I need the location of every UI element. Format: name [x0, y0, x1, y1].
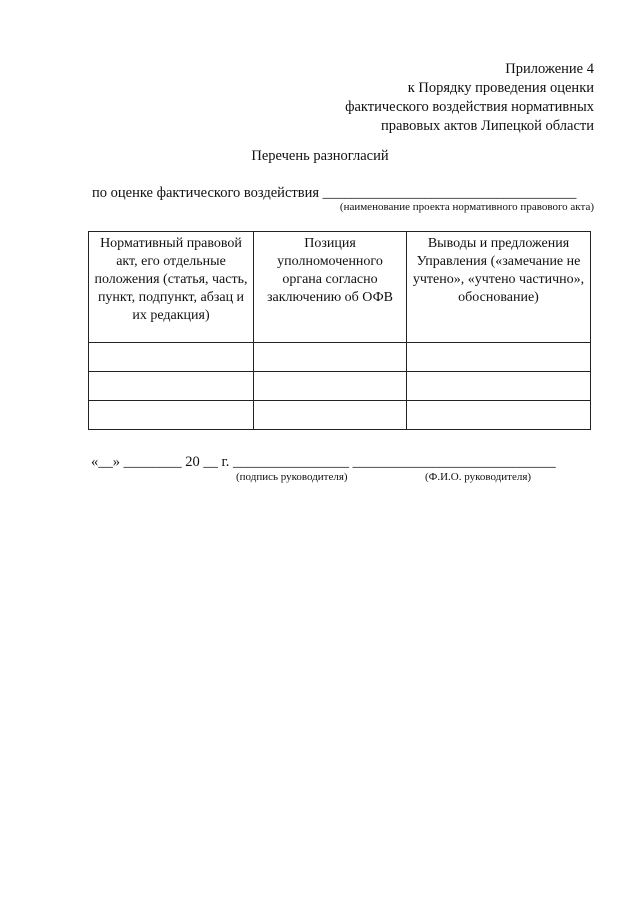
table-cell: [407, 343, 591, 372]
disagreements-table: [88, 231, 591, 430]
annex-block: [264, 60, 594, 136]
subject-caption: (наименование проекта нормативного правового акта): [339, 201, 594, 213]
table-cell: [407, 372, 591, 401]
table-cell: [89, 401, 254, 430]
signature-line: «__» ________ 20 __ г. ________________ ____________________________: [91, 454, 556, 470]
table-cell: [254, 372, 407, 401]
subject-line: по оценке фактического воздействия ___________________________________: [92, 185, 577, 201]
annex-line: правовых актов Липецкой области: [380, 118, 594, 134]
table-row: [89, 401, 591, 430]
table-cell: [254, 401, 407, 430]
table-cell: [407, 401, 591, 430]
annex-line: Приложение 4: [505, 61, 594, 77]
table-header-row: [89, 232, 591, 343]
annex-line: фактического воздействия нормативных: [345, 99, 594, 115]
table-cell: [89, 372, 254, 401]
header-authority-position: Позиция уполномоченного органа согласно заключению об ОФВ: [254, 232, 407, 343]
signature-caption: (подпись руководителя): [236, 471, 348, 483]
name-caption: (Ф.И.О. руководителя): [425, 471, 532, 483]
table-cell: [89, 343, 254, 372]
header-conclusions: Выводы и предложения Управления («замечание не учтено», «учтено частично», обоснование): [407, 232, 591, 343]
table-row: [89, 372, 591, 401]
annex-line: к Порядку проведения оценки: [407, 80, 594, 96]
document-title: Перечень разногласий: [251, 148, 389, 164]
table-row: [89, 343, 591, 372]
header-legal-act: Нормативный правовой акт, его отдельные положения (статья, часть, пункт, подпункт, абзац и их редакция): [89, 232, 254, 343]
table-cell: [254, 343, 407, 372]
